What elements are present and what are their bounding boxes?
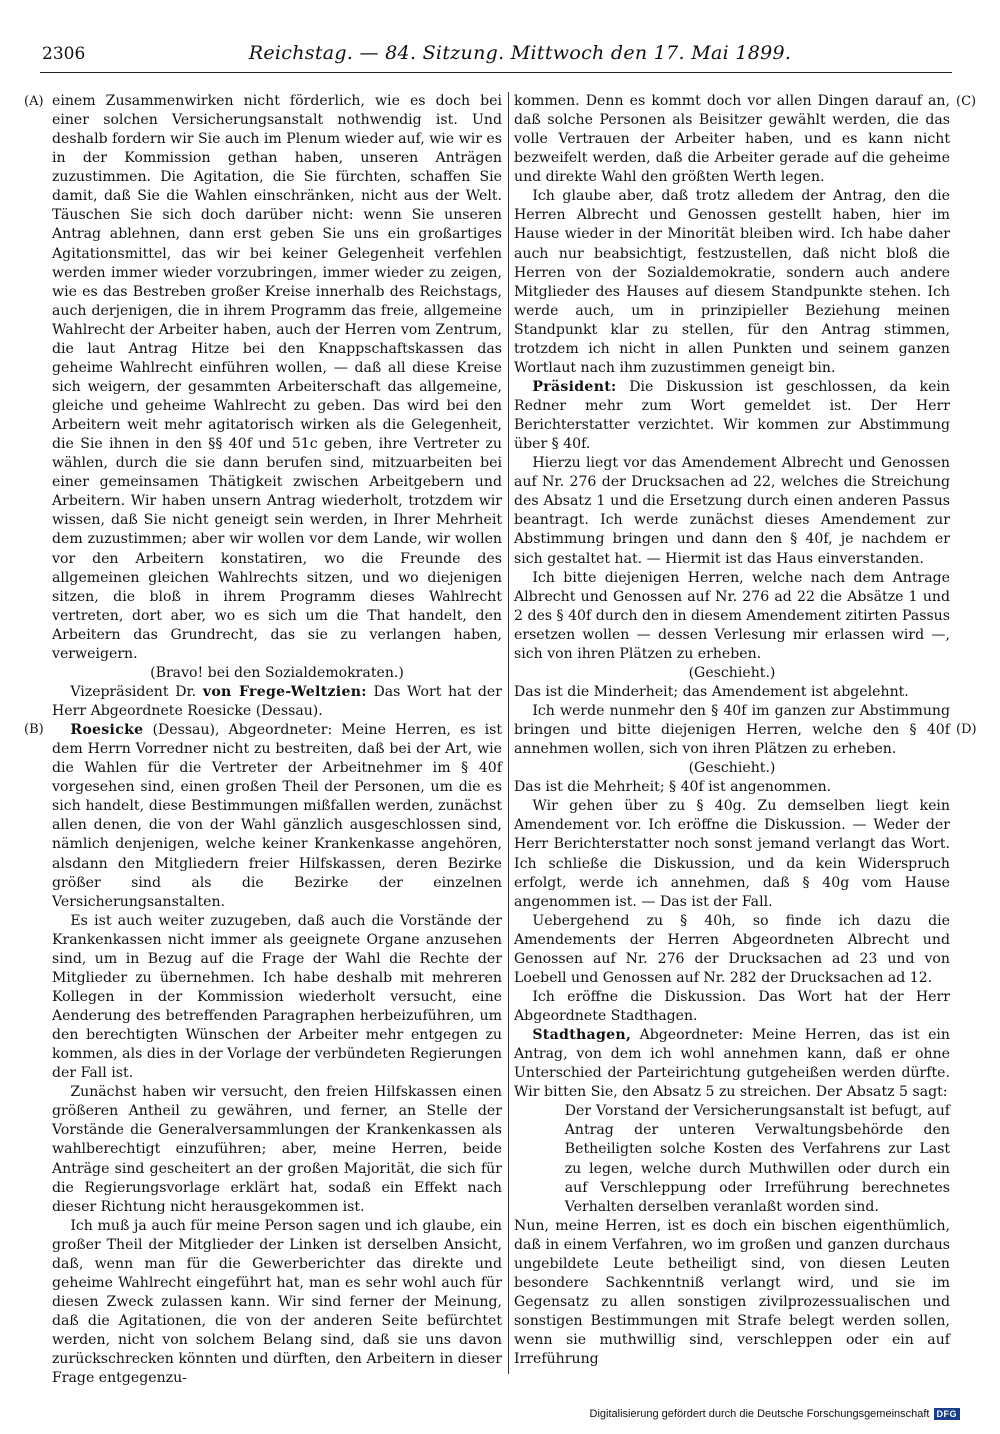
paragraph: Ich muß ja auch für meine Person sagen und ich glaube, ein großer Theil der Mitglieder der Linken ist derselben Ansicht, daß, wenn man für die Gewerberichter das direkte und geheime Wahlrecht eingeführt hat, man es sehr wohl auch für diesen Zweck zulassen kann. Wir sind ferner der Meinung, daß die Agitationen, die von der anderen Seite befürchtet werden, nicht von solchem Belang sind, daß sie uns davon zurückschrecken könnten und dürften, den Arbeitern in dieser Frage entgegenzu-	[52, 1217, 502, 1387]
vp-name: von Frege-Weltzien:	[202, 683, 367, 700]
applause-note: (Bravo! bei den Sozialdemokraten.)	[150, 664, 404, 681]
stage-note: (Geschieht.)	[688, 664, 776, 681]
left-column	[52, 92, 503, 1387]
speaker-name: Roesicke	[70, 722, 144, 739]
quoted-paragraph: Der Vorstand der Versicherungsanstalt ist befugt, auf Antrag der unteren Verwaltungsbehörde den Betheiligten solche Kosten des Verfahrens zur Last zu legen, welche durch Muthwillen oder durch ein auf Verschleppung oder Irreführung berechnetes Verhalten derselben veranlaßt worden sind.	[564, 1103, 950, 1215]
president-name: Präsident:	[532, 378, 617, 395]
footer-text: Digitalisierung gefördert durch die Deutsche Forschungsgemeinschaft	[589, 1408, 930, 1420]
margin-marker-b: (B)	[24, 722, 44, 737]
speech-text: Abgeordneter: Meine Herren, das ist ein Antrag, von dem ich wohl annehmen kann, daß er ohne Unterschied der Parteirichtung gutgeheißen werden dürfte. Wir bitten Sie, den Absatz 5 zu streichen. Der Absatz 5 sagt:	[514, 1027, 950, 1101]
paragraph: Das ist die Minderheit; das Amendement ist abgelehnt.	[514, 683, 909, 700]
paragraph: Es ist auch weiter zuzugeben, daß auch die Vorstände der Krankenkassen nicht immer als geeignete Organe anzusehen sind, um in Bezug auf die Frage der Wahl die Rechte der Mitglieder zu übernehmen. Ich habe deshalb mit mehreren Kollegen in der Kommission wiederholt versucht, eine Aenderung des betreffenden Paragraphen herbeizuführen, um den berechtigten Wünschen der Arbeiter mehr entgegen zu kommen, als dies in der Vorlage der verbündeten Regierungen der Fall ist.	[52, 912, 502, 1082]
column-divider	[508, 92, 509, 1374]
paragraph: einem Zusammenwirken nicht förderlich, wie es doch bei einer solchen Versicherungsanstalt nothwendig ist. Und deshalb fordern wir Sie auch im Plenum wieder auf, wie wir es in der Kommission gethan haben, unseren Anträgen zuzustimmen. Die Agitation, die Sie fürchten, schaffen Sie damit, daß Sie die Wahlen einschränken, nicht aus der Welt. Täuschen Sie sich doch darüber nicht: wenn Sie unseren Antrag ablehnen, dann erst geben Sie uns ein großartiges Agitationsmittel, das wir bei keiner Gelegenheit verfehlen werden immer wieder vorzubringen, immer wieder zu zeigen, wie es das Bestreben großer Kreise innerhalb des Reichstags, auch derjenigen, die in ihrem Programm das freie, allgemeine Wahlrecht der Arbeiter haben, auch der Herren vom Zentrum, die laut Antrag Hitze bei den Knappschaftskassen das geheime Wahlrecht einführen wollen, — daß all diese Kreise sich weigern, der gesammten Arbeiterschaft das allgemeine, gleiche und geheime Wahlrecht zu geben. Das wird bei den Arbeitern weit mehr agitatorisch wirken als die Gelegenheit, die Sie ihnen in den §§ 40f und 51c geben, ihre Vertreter zu wählen, durch die sie dann berufen sind, mitzuarbeiten bei einer gemeinsamen Thätigkeit zwischen Arbeitgebern und Arbeitern. Wir haben unsern Antrag wiederholt, trotzdem wir wissen, daß Sie nicht geneigt sein werden, in Ihrer Mehrheit dem zuzustimmen; aber wir wollen vor dem Lande, wir wollen vor den Arbeitern konstatiren, wo die Freunde des allgemeinen gleichen Wahlrechts sitzen, und wo diejenigen sitzen, die bloß in ihrem Programm dieses Wahlrecht vertreten, dort aber, wo es sich um die That handelt, den Arbeitern das Grundrecht, das sie zu verlangen haben, verweigern.	[52, 93, 502, 662]
paragraph: kommen. Denn es kommt doch vor allen Dingen darauf an, daß solche Personen als Beisitzer gewählt werden, die das volle Vertrauen der Arbeiter haben, und es kann nicht bezweifelt werden, daß die Arbeiter gerade auf die geheime und direkte Wahl den größten Werth legen.	[514, 93, 950, 186]
header-rule	[40, 72, 952, 73]
running-header: Reichstag. — 84. Sitzung. Mittwoch den 17. Mai 1899.	[248, 42, 792, 64]
speaker-name: Stadthagen,	[532, 1027, 632, 1044]
speech-text: (Dessau), Abgeordneter: Meine Herren, es ist dem Herrn Vorredner nicht zu bestreiten, daß bei der Art, wie die Wahlen für die Vertreter der Arbeitnehmer im § 40f vorgesehen sind, einen großen Theil der Personen, um die es sich handelt, diese Bestimmungen mißfallen werden, zunächst allen denen, die von der Wahl gänzlich ausgeschlossen sind, nämlich denjenigen, welche keiner Krankenkasse angehören, alsdann den Mitgliedern freier Hilfskassen, deren Bezirke größer sind als die Bezirke der einzelnen Versicherungsanstalten.	[52, 722, 503, 910]
dfg-logo: DFG	[934, 1408, 961, 1420]
footer-credit	[590, 1408, 960, 1420]
margin-marker-a: (A)	[24, 94, 44, 109]
margin-marker-d: (D)	[956, 722, 977, 737]
stage-note: (Geschieht.)	[688, 760, 776, 777]
vp-text: Das Wort hat der Herr Abgeordnete Roesicke (Dessau).	[52, 683, 502, 719]
paragraph: Ich bitte diejenigen Herren, welche nach dem Antrage Albrecht und Genossen auf Nr. 276 ad 22 die Absätze 1 und 2 des § 40f durch den in diesem Amendement zitirten Passus ersetzen wollen — dessen Verlesung mir erlassen wird —, sich von ihren Plätzen zu erheben.	[514, 569, 950, 662]
paragraph: Wir gehen über zu § 40g. Zu demselben liegt kein Amendement vor. Ich eröffne die Diskussion. — Weder der Herr Berichterstatter noch sonst jemand verlangt das Wort. Ich schließe die Diskussion, und da kein Widerspruch erfolgt, werde ich annehmen, daß § 40g vom Hause angenommen ist. — Das ist der Fall.	[514, 798, 950, 910]
paragraph: Ich werde nunmehr den § 40f im ganzen zur Abstimmung bringen und bitte diejenigen Herren, welche den § 40f annehmen wollen, sich von ihren Plätzen zu erheben.	[514, 703, 950, 758]
vice-president-statement	[52, 683, 502, 721]
president-text: Die Diskussion ist geschlossen, da kein Redner mehr zum Wort gemeldet ist. Der Herr Berichterstatter verzichtet. Wir kommen zur Abstimmung über § 40f.	[514, 378, 950, 453]
speech-roesicke	[52, 721, 502, 912]
right-column	[514, 92, 950, 1374]
paragraph: Uebergehend zu § 40h, so finde ich dazu die Amendements der Herren Abgeordneten Albrecht und Genossen auf Nr. 276 der Drucksachen ad 23 und von Loebell und Genossen auf Nr. 282 der Drucksachen ad 12.	[514, 912, 950, 986]
paragraph: Nun, meine Herren, ist es doch ein bischen eigenthümlich, daß in einem Verfahren, wo im großen und ganzen durchaus ungebildete Leute betheiligt sind, von diesen Leuten besondere Sachkenntniß verlangt wird, und sie im Gegensatz zu allen sonstigen zivilprozessualischen und sonstigen Bestimmungen mit Strafe belegt werden sollen, wenn sie muthwillig sind, verschleppen oder ein auf Irreführung	[514, 1217, 950, 1368]
paragraph: Das ist die Mehrheit; § 40f ist angenommen.	[514, 779, 832, 796]
president-statement	[514, 378, 950, 454]
paragraph: Ich eröffne die Diskussion. Das Wort hat der Herr Abgeordnete Stadthagen.	[514, 988, 950, 1024]
paragraph: Ich glaube aber, daß trotz alledem der Antrag, den die Herren Albrecht und Genossen gestellt haben, hier im Hause wieder in der Minorität bleiben wird. Ich habe daher auch nur beabsichtigt, festzustellen, daß nicht bloß die Herren von der Sozialdemokratie, sondern auch andere Mitglieder des Hauses auf diesem Standpunkte stehen. Ich werde auch, um in prinzipieller Beziehung meinen Standpunkt klar zu stellen, für den Antrag stimmen, trotzdem ich nicht in allen Punkten und seinem ganzen Wortlaut nach ihm zuzustimmen geneigt bin.	[514, 188, 950, 376]
paragraph: Hierzu liegt vor das Amendement Albrecht und Genossen auf Nr. 276 der Drucksachen ad 22, welches die Streichung des Absatz 1 und die Ersetzung durch einen anderen Passus beantragt. Ich werde zunächst dieses Amendement zur Abstimmung bringen und dann den § 40f, je nachdem er sich gestaltet hat. — Hiermit ist das Haus einverstanden.	[514, 455, 950, 567]
vp-intro: Vizepräsident Dr.	[70, 683, 197, 700]
page-number: 2306	[42, 44, 86, 64]
margin-marker-c: (C)	[956, 94, 977, 109]
speech-stadthagen	[514, 1026, 950, 1102]
paragraph: Zunächst haben wir versucht, den freien Hilfskassen einen größeren Antheil zu gewähren, und ferner, an Stelle der Vorstände die Generalversammlungen der Krankenkassen als wahlberechtigt einzuführen; aber, meine Herren, beide Anträge sind gescheitert an der großen Majorität, die sich für die Regierungsvorlage erklärt hat, sodaß ein Effekt nach dieser Richtung nicht herausgekommen ist.	[52, 1084, 502, 1215]
